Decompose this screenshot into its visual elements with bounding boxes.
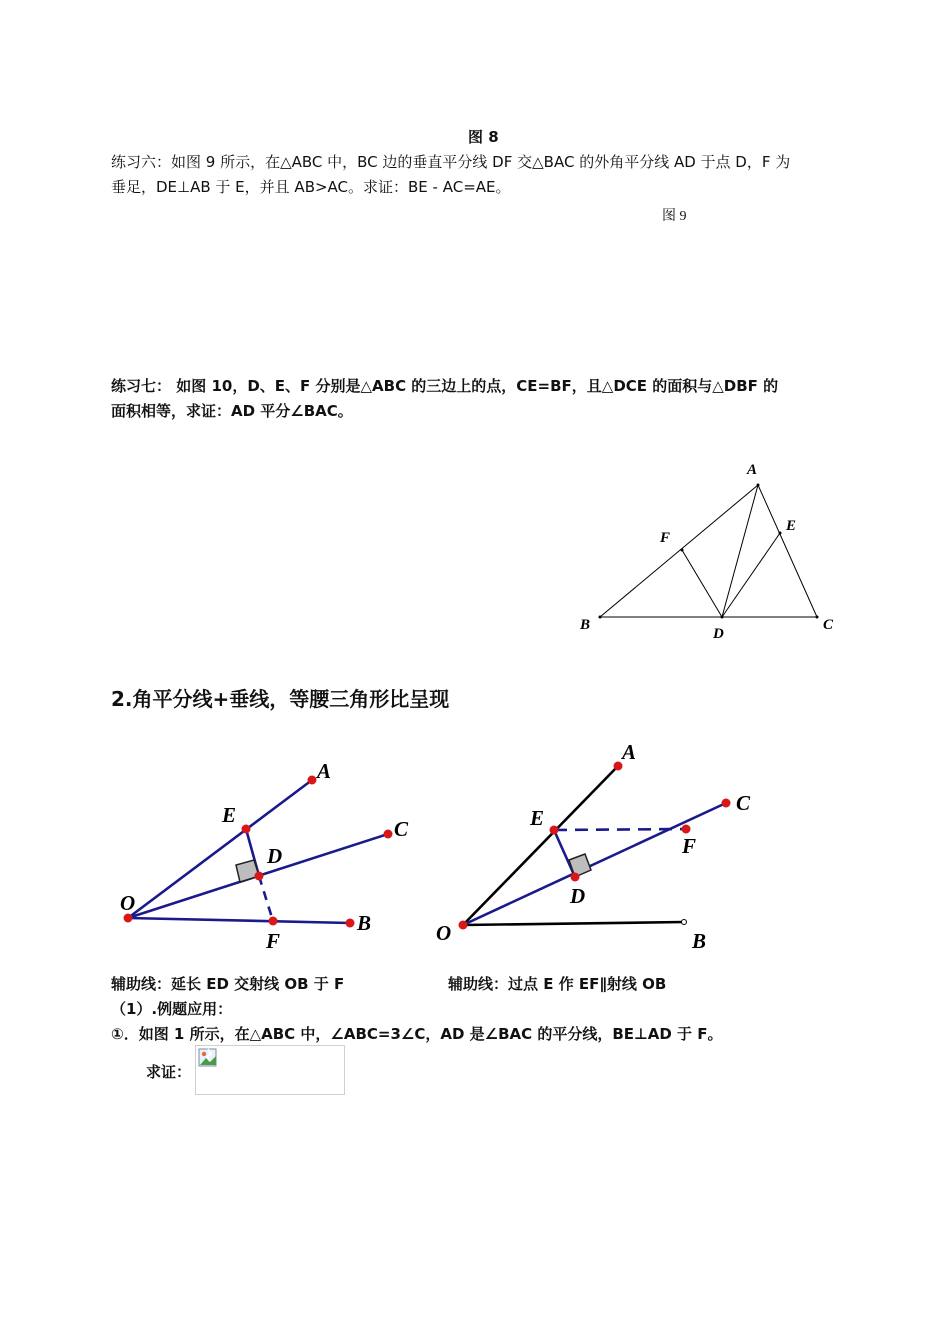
left-label-e: E xyxy=(222,803,237,827)
example-1-text: ①．如图 1 所示，在△ABC 中，∠ABC=3∠C，AD 是∠BAC 的平分线，BE⊥AD 于 F。 xyxy=(111,1025,723,1043)
prove-label: 求证： xyxy=(146,1063,192,1081)
figure-extend-ed xyxy=(110,750,430,960)
segment-df xyxy=(682,550,722,617)
label-e: E xyxy=(786,518,797,534)
segment-ba xyxy=(600,485,758,617)
label-b: B xyxy=(580,617,591,633)
right-label-a: A xyxy=(622,740,637,764)
left-label-b: B xyxy=(357,911,372,935)
label-d: D xyxy=(713,626,724,642)
figure-9-caption: 图 9 xyxy=(662,209,687,224)
exercise-7-line-1: 练习七： 如图 10，D、E、F 分别是△ABC 的三边上的点，CE=BF，且△DCE 的面积与△DBF 的 xyxy=(111,377,779,395)
triangle-figure-10 xyxy=(570,452,850,652)
exercise-6-line-2: 垂足，DE⊥AB 于 E，并且 AB>AC。求证：BE - AC=AE。 xyxy=(111,178,511,196)
segment-de xyxy=(722,533,780,617)
section-2-heading: 2.角平分线+垂线，等腰三角形比呈现 xyxy=(111,687,450,711)
right-label-o: O xyxy=(436,921,452,945)
segment-ad xyxy=(722,485,758,617)
label-c: C xyxy=(823,617,834,633)
figure-8-caption: 图 8 xyxy=(468,128,499,146)
right-label-b: B xyxy=(692,929,707,953)
aux-line-caption-right: 辅助线：过点 E 作 EF∥射线 OB xyxy=(448,975,667,993)
right-label-e: E xyxy=(530,806,545,830)
exercise-6-line-1: 练习六：如图 9 所示，在△ABC 中，BC 边的垂直平分线 DF 交△BAC 的外角平分线 AD 于点 D，F 为 xyxy=(111,153,791,171)
left-label-a: A xyxy=(317,759,332,783)
exercise-7-line-2: 面积相等，求证：AD 平分∠BAC。 xyxy=(111,402,353,420)
aux-line-caption-left: 辅助线：延长 ED 交射线 OB 于 F xyxy=(111,975,345,993)
label-f: F xyxy=(660,530,671,546)
left-label-c: C xyxy=(394,817,409,841)
label-a: A xyxy=(747,462,758,478)
figure-parallel-ef xyxy=(430,735,760,960)
left-label-f: F xyxy=(266,929,281,953)
segment-ac xyxy=(758,485,817,617)
right-label-d: D xyxy=(570,884,586,908)
broken-image-icon xyxy=(198,1048,218,1068)
right-label-c: C xyxy=(736,791,751,815)
broken-image-placeholder xyxy=(195,1045,345,1095)
example-heading: （1）.例题应用： xyxy=(111,1000,233,1018)
right-label-f: F xyxy=(682,834,697,858)
left-label-d: D xyxy=(267,844,283,868)
left-label-o: O xyxy=(120,891,136,915)
